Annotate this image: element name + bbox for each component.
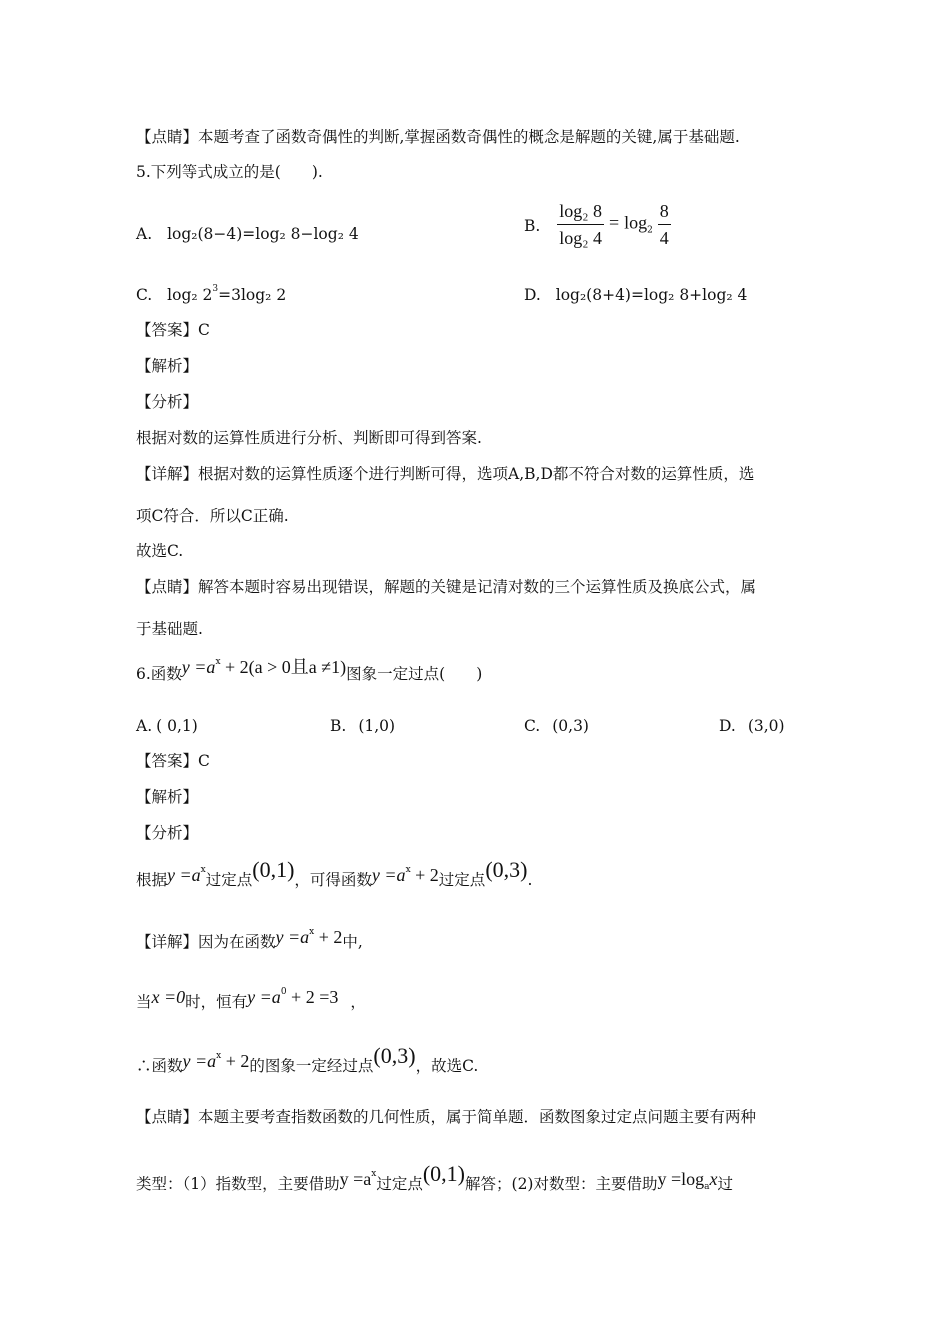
formula-exp: x — [371, 1169, 377, 1179]
q6-xiangjie-1: 【详解】因为在函数$y =a^x + 2$中, — [136, 927, 363, 951]
text: 类型：（1）指数型，主要借助 — [136, 1175, 340, 1193]
fraction-numerator: 8 — [658, 199, 671, 225]
formula-base: a — [704, 1182, 710, 1192]
q6-xiangjie-3: ∴函数$y =a^x + 2$的图象一定经过点(0,3)，故选C. — [136, 1043, 479, 1075]
option-c-exponent: 3 — [212, 284, 219, 294]
point: (0,1) — [252, 857, 295, 882]
fraction-denominator: log₂ 4 — [559, 228, 603, 248]
q5-option-a — [136, 224, 359, 244]
rhs-log: log — [624, 212, 648, 233]
text: 当 — [136, 993, 152, 1011]
point: (0,1) — [422, 1161, 466, 1186]
q5-xiangjie-1: 【详解】根据对数的运算性质逐个进行判断可得，选项A,B,D都不符合对数的运算性质，选 — [136, 465, 755, 483]
q5-option-d — [524, 285, 747, 305]
formula: x =0 — [151, 987, 186, 1007]
text: ， — [350, 993, 366, 1011]
rhs-base: 2 — [647, 225, 653, 236]
text: ，故选C. — [415, 1057, 479, 1075]
text: 时，恒有 — [185, 993, 248, 1011]
text: 过定点 — [438, 871, 486, 889]
q6-option-c — [524, 716, 589, 736]
q5-stem: 5.下列等式成立的是( ). — [136, 163, 323, 181]
formula-exp: x — [216, 1051, 222, 1061]
text: 中, — [342, 933, 363, 951]
option-c-expr-post: =3log₂ 2 — [218, 286, 287, 304]
q6-option-a — [136, 716, 198, 736]
point: (0,3) — [373, 1043, 416, 1068]
q6-option-b — [330, 716, 395, 736]
q6-dianjing-1: 【点睛】本题主要考查指数函数的几何性质，属于简单题．函数图象过定点问题主要有两种 — [136, 1108, 757, 1126]
option-value: (3,0) — [747, 717, 785, 735]
formula-var: x — [709, 1169, 718, 1189]
q5-xiangjie-3: 故选C. — [136, 542, 184, 560]
q5-answer: 【答案】C — [136, 321, 210, 339]
formula: y =a — [339, 1169, 372, 1189]
formula: y =a — [182, 1051, 217, 1071]
point: (0,3) — [485, 857, 528, 882]
option-label: D. — [524, 286, 541, 304]
equals: = — [608, 212, 620, 233]
q5-option-c — [136, 285, 286, 305]
formula-exp: x — [200, 865, 206, 875]
text: 过定点 — [205, 871, 253, 889]
q6-stem — [136, 657, 483, 684]
q5-fenxi: 【分析】 — [136, 393, 199, 411]
q6-answer: 【答案】C — [136, 752, 210, 770]
stem-formula-exp: x — [215, 657, 221, 667]
q6-fenxi: 【分析】 — [136, 824, 199, 842]
option-label: D. — [719, 717, 736, 735]
option-label: B. — [524, 216, 541, 235]
option-label: C. — [524, 717, 541, 735]
option-label: A. — [136, 225, 153, 243]
option-value: ( 0,1) — [156, 717, 198, 735]
rhs-fraction — [658, 199, 671, 250]
text: 的图象一定经过点 — [249, 1057, 374, 1075]
option-value: (1,0) — [358, 717, 396, 735]
formula-exp: 0 — [280, 987, 287, 997]
q5-xiangjie-2: 项C符合．所以C正确. — [136, 507, 289, 525]
formula: y =a — [275, 927, 310, 947]
stem-formula-pre: y =a — [181, 657, 216, 677]
stem-pre: 6.函数 — [136, 665, 182, 683]
q6-fenxi-text: 根据$y =a^x$过定点(0,1)，可得函数$y =a^x + 2$过定点(0,3). — [136, 857, 533, 889]
formula-exp: x — [309, 927, 315, 937]
q5-jiexi: 【解析】 — [136, 357, 199, 375]
option-b-fraction — [557, 199, 604, 250]
text: 解答；(2)对数型：主要借助 — [465, 1175, 658, 1193]
q5-dianjing-2: 于基础题. — [136, 620, 203, 638]
formula-exp: x — [405, 865, 411, 875]
q4-dianjing: 【点睛】本题考查了函数奇偶性的判断,掌握函数奇偶性的概念是解题的关键,属于基础题. — [136, 128, 740, 146]
option-d-expr: log₂(8+4)=log₂ 8+log₂ 4 — [555, 286, 748, 304]
formula: y =a — [371, 865, 406, 885]
q6-xiangjie-2 — [136, 987, 366, 1012]
option-label: A. — [136, 717, 153, 735]
q6-jiexi: 【解析】 — [136, 788, 199, 806]
option-c-expr-pre: log₂ 2 — [167, 286, 213, 304]
q6-option-d — [719, 716, 785, 736]
option-label: C. — [136, 286, 153, 304]
stem-post: 图象一定过点( ) — [346, 665, 483, 683]
text: ，可得函数 — [294, 871, 372, 889]
text: 根据 — [136, 871, 168, 889]
option-label: B. — [330, 717, 347, 735]
formula: y =log — [657, 1169, 705, 1189]
formula: y =a — [167, 865, 201, 885]
text: 过 — [717, 1175, 734, 1193]
formula-post: + 2 =3 — [286, 987, 339, 1007]
fraction-numerator: log₂ 8 — [557, 199, 604, 225]
text: 【详解】因为在函数 — [136, 933, 276, 951]
q5-fenxi-text: 根据对数的运算性质进行分析、判断即可得到答案. — [136, 429, 482, 447]
stem-formula-post: + 2(a > 0且a ≠1) — [220, 657, 347, 677]
fraction-denominator: 4 — [659, 228, 669, 248]
option-value: (0,3) — [552, 717, 589, 735]
formula: y =a — [247, 987, 281, 1007]
text: 过定点 — [376, 1175, 423, 1193]
q6-dianjing-2 — [136, 1161, 734, 1194]
text: ∴函数 — [136, 1057, 183, 1075]
q5-option-b — [524, 199, 671, 250]
option-a-expr: log₂(8−4)=log₂ 8−log₂ 4 — [167, 225, 359, 243]
q5-dianjing-1: 【点睛】解答本题时容易出现错误，解题的关键是记清对数的三个运算性质及换底公式，属 — [136, 578, 757, 596]
